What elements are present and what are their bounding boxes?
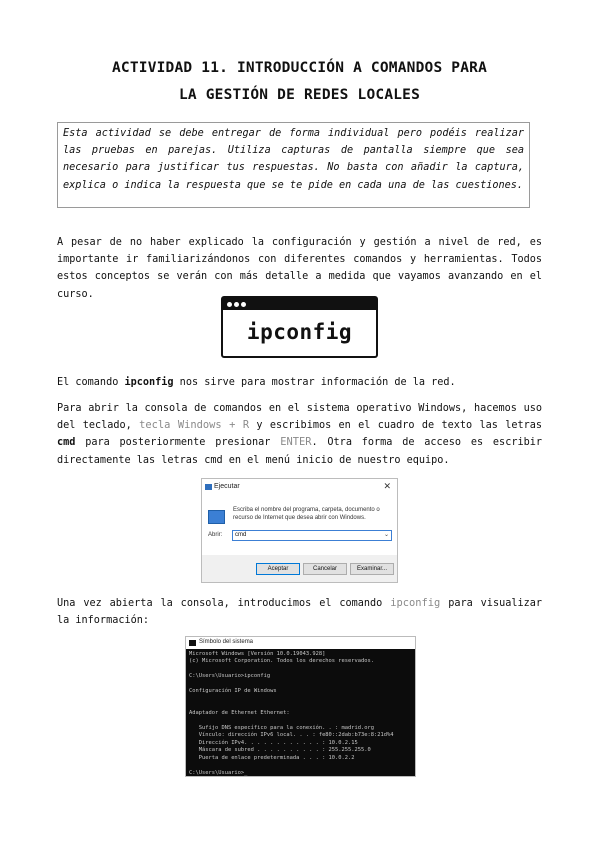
console-screenshot <box>185 636 416 777</box>
ipconfig-logo-text: ipconfig <box>246 320 353 344</box>
run-dialog-description: Escriba el nombre del programa, carpeta, documento o recurso de Internet que desea abrir con Windows. <box>233 507 380 521</box>
cancel-button[interactable]: Cancelar <box>303 563 347 575</box>
terminal-window-icon <box>223 298 376 310</box>
console-text-b: para visualizar la información: <box>57 598 543 627</box>
console-title: Símbolo del sistema <box>199 639 254 645</box>
open-text-a: Para abrir la consola de comandos en el sistema operativo Windows, hacemos uso del teclado, <box>57 403 542 432</box>
console-line: C:\Users\Usuario>_ <box>189 769 248 776</box>
console-app-icon <box>189 640 196 646</box>
instructions-text: Esta actividad se debe entregar de forma individual pero podéis realizar las pruebas en parejas. Utiliza capturas de pantalla siempre que sea necesario para justificar tus respuestas. No basta con añadir la captura, explica o indica la respuesta que se te pide en cada una de las cuestiones. <box>63 128 524 191</box>
intro-paragraph <box>57 234 542 303</box>
console-line: Configuración IP de Windows <box>189 688 277 695</box>
console-line: (c) Microsoft Corporation. Todos los derechos reservados. <box>189 658 374 665</box>
ok-button[interactable]: Aceptar <box>256 563 300 575</box>
run-open-input[interactable] <box>232 530 392 541</box>
chevron-down-icon[interactable]: ⌄ <box>383 532 389 538</box>
console-titlebar <box>186 637 415 649</box>
browse-button[interactable]: Examinar... <box>350 563 394 575</box>
run-open-label: Abrir: <box>208 532 223 538</box>
console-line: Máscara de subred . . . . . . . . . . : 255.255.255.0 <box>189 747 371 754</box>
intro-text: A pesar de no haber explicado la configuración y gestión a nivel de red, es importante ir familiarizándonos con diferentes comandos y herramientas. Todos estos conceptos se verán con más detalle a medida que vayamos avanzando en el curso. <box>57 237 542 300</box>
ipconfig-command: ipconfig <box>124 377 174 388</box>
close-icon[interactable]: ✕ <box>383 481 391 491</box>
console-line <box>189 695 412 702</box>
console-line <box>189 762 412 769</box>
console-paragraph <box>57 595 542 629</box>
console-line: Adaptador de Ethernet Ethernet: <box>189 710 290 717</box>
instructions-box <box>57 122 530 208</box>
page-title-line-2: LA GESTIÓN DE REDES LOCALES <box>178 87 421 103</box>
cmd-command: cmd <box>57 437 76 449</box>
open-text-c: para posteriormente presionar <box>75 437 281 449</box>
ipconfig-command-inline: ipconfig <box>390 597 441 609</box>
console-line <box>189 681 412 688</box>
run-dialog-screenshot <box>201 478 398 583</box>
run-program-icon <box>208 510 225 524</box>
ipconfig-text-post: nos sirve para mostrar información de la red. <box>173 377 456 388</box>
console-line: C:\Users\Usuario>ipconfig <box>189 673 271 680</box>
ipconfig-paragraph <box>57 374 542 391</box>
console-line: Puerta de enlace predeterminada . . . : 10.0.2.2 <box>189 754 355 761</box>
open-text-b: y escribimos en el cuadro de texto las letras <box>249 420 543 432</box>
ipconfig-logo <box>221 296 378 358</box>
console-text-a: Una vez abierta la consola, introducimos el comando <box>57 598 391 609</box>
console-line: Dirección IPv4. . . . . . . . . . . . : 10.0.2.15 <box>189 739 358 746</box>
console-line: Vínculo: dirección IPv6 local. . . : fe80::2dab:b73e:8:21d%4 <box>189 732 394 739</box>
open-console-paragraph <box>57 400 542 469</box>
console-line <box>189 703 412 710</box>
keyboard-shortcut: tecla Windows + R <box>139 419 250 432</box>
console-line: Microsoft Windows [Versión 10.0.19043.928] <box>189 651 326 657</box>
console-output <box>186 649 415 779</box>
open-text-d: . Otra forma de acceso es escribir directamente las letras cmd en el menú inicio de nuestro equipo. <box>57 437 542 466</box>
run-open-value: cmd <box>235 532 247 538</box>
ipconfig-text-pre: El comando <box>57 377 125 388</box>
run-app-icon <box>205 484 212 490</box>
run-dialog-footer <box>202 555 397 582</box>
page-title-line-1: ACTIVIDAD 11. INTRODUCCIÓN A COMANDOS PARA <box>111 60 488 76</box>
console-line: Sufijo DNS específico para la conexión. . : madrid.org <box>189 725 374 732</box>
console-line <box>189 718 412 725</box>
console-line <box>189 666 412 673</box>
enter-key: ENTER <box>280 436 312 449</box>
run-dialog-title: Ejecutar <box>214 483 240 490</box>
